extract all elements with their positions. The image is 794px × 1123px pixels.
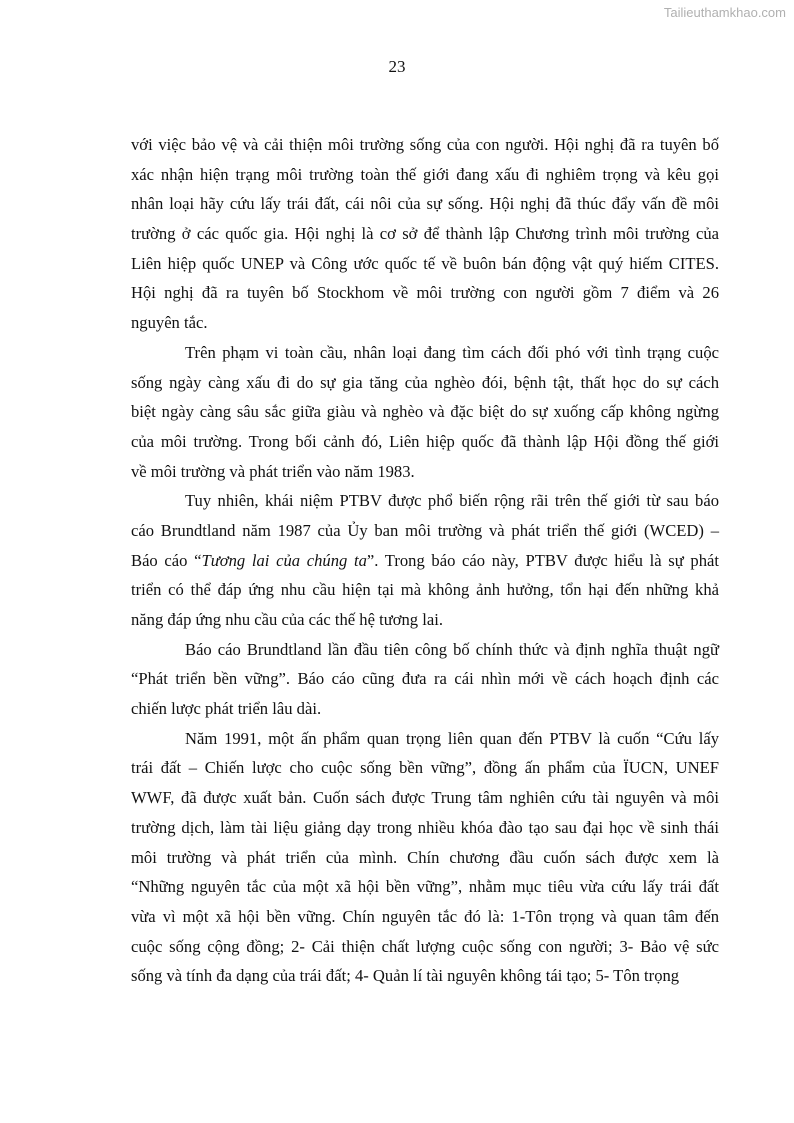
text-line: sống và tính đa dạng của trái đất; 4- Quản lí tài nguyên không tái tạo; 5- Tôn trọng xyxy=(131,966,680,986)
text-line: sống ngày càng xấu đi do sự gia tăng của nghèo đói, bệnh tật, thất học do sự cách xyxy=(131,372,719,392)
text-line: trái đất – Chiến lược cho cuộc sống bền vững”, đồng ấn phẩm của ÏUCN, UNEF xyxy=(131,758,719,778)
text-line: xác nhận hiện trạng môi trường toàn thế giới đang xấu đi nghiêm trọng và kêu gọi xyxy=(131,164,719,184)
text-line: về môi trường và phát triển vào năm 1983. xyxy=(131,461,415,481)
document-body xyxy=(131,130,719,991)
text-line: triển có thể đáp ứng nhu cầu hiện tại mà không ảnh hưởng, tổn hại đến những khả xyxy=(131,580,719,600)
text-line xyxy=(131,546,719,576)
paragraph xyxy=(131,635,719,724)
text-line: chiến lược phát triển lâu dài. xyxy=(131,699,322,719)
text-line: năng đáp ứng nhu cầu của các thế hệ tương lai. xyxy=(131,610,443,629)
text-line: vừa vì một xã hội bền vững. Chín nguyên tắc đó là: 1-Tôn trọng và quan tâm đến xyxy=(131,906,719,926)
paragraph xyxy=(131,486,719,634)
text-line: cáo Brundtland năm 1987 của Ủy ban môi trường và phát triển thế giới (WCED) – xyxy=(131,520,719,540)
text-line: trường ở các quốc gia. Hội nghị là cơ sở để thành lập Chương trình môi trường của xyxy=(131,224,719,244)
watermark: Tailieuthamkhao.com xyxy=(663,5,786,20)
text-line: Trên phạm vi toàn cầu, nhân loại đang tìm cách đối phó với tình trạng cuộc xyxy=(185,342,719,362)
text-line: nhân loại hãy cứu lấy trái đất, cái nôi của sự sống. Hội nghị đã thúc đẩy vấn đề môi xyxy=(131,194,719,214)
text-line: Tuy nhiên, khái niệm PTBV được phổ biến rộng rãi trên thế giới từ sau báo xyxy=(185,491,719,511)
paragraph xyxy=(131,724,719,991)
text-line: Năm 1991, một ấn phẩm quan trọng liên quan đến PTBV là cuốn “Cứu lấy xyxy=(185,728,719,748)
text-line: với việc bảo vệ và cải thiện môi trường sống của con người. Hội nghị đã ra tuyên bố xyxy=(131,135,719,154)
text-span: Tương lai của chúng ta xyxy=(201,550,367,570)
text-line: cuộc sống cộng đồng; 2- Cải thiện chất lượng cuộc sống con người; 3- Bảo vệ sức xyxy=(131,936,719,956)
text-line: trường dịch, làm tài liệu giảng dạy trong nhiều khóa đào tạo sau đại học về sinh thái xyxy=(131,817,719,837)
text-line: “Phát triển bền vững”. Báo cáo cũng đưa ra cái nhìn mới về cách hoạch định các xyxy=(131,669,719,689)
paragraph xyxy=(131,130,719,338)
text-line: nguyên tắc. xyxy=(131,313,208,333)
text-line: môi trường và phát triển của mình. Chín chương đầu cuốn sách được xem là xyxy=(131,847,719,867)
text-span: ”. Trong báo cáo này, PTBV được hiểu là sự phát xyxy=(366,550,719,570)
page-number: 23 xyxy=(388,57,406,76)
paragraph xyxy=(131,338,719,486)
text-line: Hội nghị đã ra tuyên bố Stockhom về môi trường con người gồm 7 điểm và 26 xyxy=(131,283,719,303)
text-line: WWF, đã được xuất bản. Cuốn sách được Trung tâm nghiên cứu tài nguyên và môi xyxy=(131,788,719,808)
text-line: của môi trường. Trong bối cảnh đó, Liên hiệp quốc đã thành lập Hội đồng thế giới xyxy=(131,431,719,451)
text-line: Báo cáo Brundtland lần đầu tiên công bố chính thức và định nghĩa thuật ngữ xyxy=(185,639,719,659)
text-line: biệt ngày càng sâu sắc giữa giàu và nghèo và đặc biệt do sự xuống cấp không ngừng xyxy=(131,402,719,422)
text-line: Liên hiệp quốc UNEP và Công ước quốc tế về buôn bán động vật quý hiếm CITES. xyxy=(131,253,719,273)
text-line: “Những nguyên tắc của một xã hội bền vững”, nhằm mục tiêu vừa cứu lấy trái đất xyxy=(131,877,719,897)
text-span: Báo cáo “ xyxy=(131,550,202,570)
